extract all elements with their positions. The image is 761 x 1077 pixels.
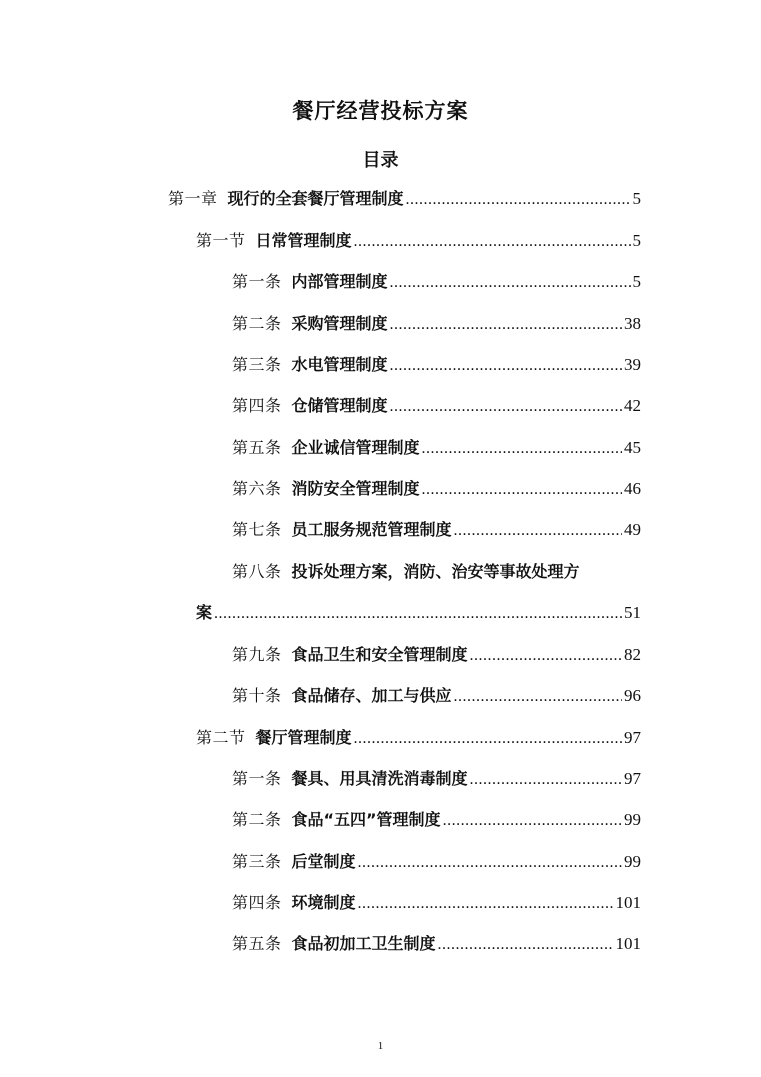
toc-entry-title: 食品卫生和安全管理制度 [291, 645, 468, 664]
toc-entry-title: 员工服务规范管理制度 [291, 520, 452, 539]
toc-entry-number: 第一条 [232, 272, 282, 291]
toc-entry-page: 46 [624, 479, 641, 498]
toc-entry-number: 第二节 [196, 728, 246, 747]
toc-entry-title: 水电管理制度 [291, 355, 388, 374]
toc-entry-page: 39 [624, 355, 641, 374]
toc-entry-page: 101 [615, 934, 641, 953]
toc-entry-title: 餐厅管理制度 [255, 728, 352, 747]
toc-entry-article[interactable] [232, 932, 641, 956]
toc-entry-title: 食品“五四”管理制度 [291, 810, 441, 829]
toc-entry-number: 第八条 [232, 562, 282, 581]
toc-entry-number: 第二条 [232, 810, 282, 829]
toc-entry-article-continuation[interactable] [196, 601, 641, 625]
toc-leader-dots [390, 395, 622, 419]
page-number: 1 [377, 1040, 384, 1052]
toc-entry-section-1[interactable] [196, 229, 641, 253]
toc-entry-title: 食品初加工卫生制度 [291, 934, 436, 953]
toc-entry-title: 日常管理制度 [255, 231, 352, 250]
toc-entry-article[interactable] [232, 436, 641, 460]
toc-entry-number: 第五条 [232, 934, 282, 953]
toc-entry-article[interactable] [232, 643, 641, 667]
toc-entry-article-wrapped[interactable] [232, 560, 641, 584]
toc-leader-dots [214, 602, 622, 626]
toc-entry-title: 企业诚信管理制度 [291, 438, 420, 457]
toc-entry-page: 101 [615, 893, 641, 912]
toc-entry-title: 环境制度 [291, 893, 356, 912]
toc-entry-article[interactable] [232, 477, 641, 501]
toc-entry-page: 82 [624, 645, 641, 664]
toc-leader-dots [422, 478, 622, 502]
toc-entry-page: 45 [624, 438, 641, 457]
toc-entry-number: 第一节 [196, 231, 246, 250]
toc-leader-dots [454, 519, 622, 543]
toc-entry-page: 5 [632, 189, 641, 208]
toc-entry-article[interactable] [232, 518, 641, 542]
toc-entry-page: 99 [624, 852, 641, 871]
toc-entry-number: 第六条 [232, 479, 282, 498]
toc-entry-title: 采购管理制度 [291, 314, 388, 333]
toc-entry-article[interactable] [232, 767, 641, 791]
toc-entry-title: 消防安全管理制度 [291, 479, 420, 498]
toc-leader-dots [406, 188, 631, 212]
toc-entry-page: 49 [624, 520, 641, 539]
toc-entry-title: 仓储管理制度 [291, 396, 388, 415]
toc-leader-dots [454, 685, 622, 709]
toc-leader-dots [354, 727, 622, 751]
toc-entry-title-continuation: 案 [196, 603, 213, 622]
toc-leader-dots [470, 768, 622, 792]
toc-entry-article[interactable] [232, 850, 641, 874]
toc-entry-article[interactable] [232, 808, 641, 832]
toc-heading: 目录 [362, 150, 399, 171]
toc-leader-dots [358, 892, 614, 916]
toc-leader-dots [390, 271, 631, 295]
toc-entry-title: 现行的全套餐厅管理制度 [227, 189, 404, 208]
toc-entry-article[interactable] [232, 353, 641, 377]
toc-entry-page: 96 [624, 686, 641, 705]
toc-leader-dots [390, 313, 622, 337]
toc-entry-title: 餐具、用具清洗消毒制度 [291, 769, 468, 788]
document-title: 餐厅经营投标方案 [292, 99, 469, 123]
toc-entry-page: 97 [624, 769, 641, 788]
toc-entry-title: 食品储存、加工与供应 [291, 686, 452, 705]
toc-leader-dots [443, 809, 622, 833]
toc-entry-title: 投诉处理方案，消防、治安等事故处理方 [291, 562, 580, 581]
toc-entry-number: 第五条 [232, 438, 282, 457]
toc-leader-dots [438, 933, 614, 957]
toc-entry-page: 5 [632, 272, 641, 291]
toc-leader-dots [422, 437, 622, 461]
toc-leader-dots [470, 644, 622, 668]
toc-entry-number: 第一条 [232, 769, 282, 788]
toc-entry-number: 第四条 [232, 396, 282, 415]
toc-entry-section-2[interactable] [196, 726, 641, 750]
toc-entry-page: 97 [624, 728, 641, 747]
toc-entry-number: 第四条 [232, 893, 282, 912]
toc-entry-title: 内部管理制度 [291, 272, 388, 291]
toc-entry-number: 第一章 [168, 189, 218, 208]
toc-entry-page: 5 [632, 231, 641, 250]
toc-entry-title: 后堂制度 [291, 852, 356, 871]
toc-entry-chapter-1[interactable] [168, 187, 641, 211]
toc-entry-number: 第三条 [232, 355, 282, 374]
toc-entry-page: 99 [624, 810, 641, 829]
toc-entry-number: 第二条 [232, 314, 282, 333]
toc-leader-dots [354, 230, 631, 254]
toc-entry-page: 51 [624, 603, 641, 622]
toc-entry-article[interactable] [232, 891, 641, 915]
toc-entry-article[interactable] [232, 270, 641, 294]
toc-entry-number: 第十条 [232, 686, 282, 705]
toc-leader-dots [390, 354, 622, 378]
toc-entry-article[interactable] [232, 312, 641, 336]
toc-entry-article[interactable] [232, 394, 641, 418]
toc-entry-number: 第七条 [232, 520, 282, 539]
toc-entry-number: 第九条 [232, 645, 282, 664]
toc-leader-dots [358, 851, 622, 875]
toc-entry-number: 第三条 [232, 852, 282, 871]
toc-entry-article[interactable] [232, 684, 641, 708]
toc-entry-page: 38 [624, 314, 641, 333]
toc-entry-page: 42 [624, 396, 641, 415]
